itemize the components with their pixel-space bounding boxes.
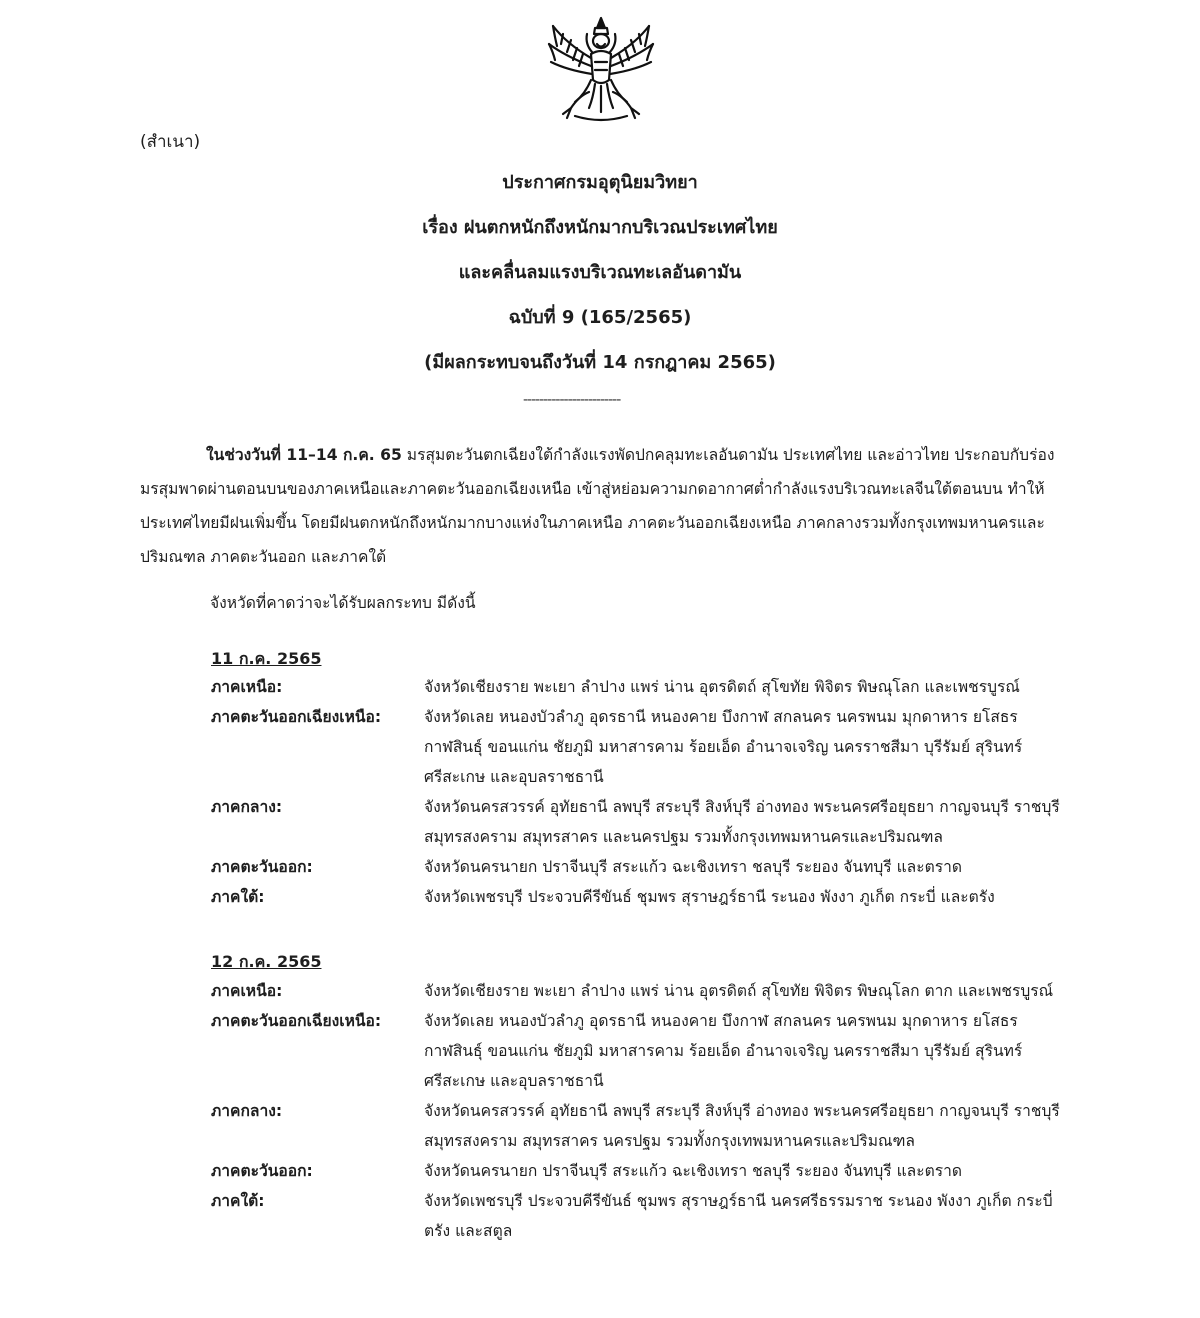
region-provinces: จังหวัดเลย หนองบัวลำภู อุดรธานี หนองคาย บึงกาฬ สกลนคร นครพนม มุกดาหาร ยโสธร กาฬสินธุ์ ขอนแก่น ชัยภูมิ มหาสารคาม ร้อยเอ็ด อำนาจเจริญ นครราชสีมา บุรีรัมย์ สุรินทร์ ศรีสะเกษ และอุบลราชธานี [424,1012,1023,1090]
region-provinces: จังหวัดเพชรบุรี ประจวบคีรีขันธ์ ชุมพร สุราษฎร์ธานี ระนอง พังงา ภูเก็ต กระบี่ และตรัง [424,888,995,906]
date-heading: 11 ก.ค. 2565 [211,649,322,668]
region-provinces: จังหวัดเพชรบุรี ประจวบคีรีขันธ์ ชุมพร สุราษฎร์ธานี นครศรีธรรมราช ระนอง พังงา ภูเก็ต กระบี่ ตรัง และสตูล [424,1192,1053,1240]
region-provinces: จังหวัดนครสวรรค์ อุทัยธานี ลพบุรี สระบุรี สิงห์บุรี อ่างทอง พระนครศรีอยุธยา กาญจนบุรี ราชบุรี สมุทรสงคราม สมุทรสาคร นครปฐม รวมทั้งกรุงเทพมหานครและปริมณฑล [424,1102,1060,1150]
region-row [211,1006,1081,1096]
announcement-title [300,168,900,393]
region-label: ภาคกลาง: [211,1102,283,1120]
region-row [211,1096,1081,1156]
region-row [211,792,1081,852]
region-list [211,976,1081,1246]
intro-lead: ในช่วงวันที่ 11–14 ก.ค. 65 [206,446,402,464]
title-line-2: เรื่อง ฝนตกหนักถึงหนักมากบริเวณประเทศไทย [422,217,778,238]
region-row [211,976,1081,1006]
region-label: ภาคเหนือ: [211,678,283,696]
region-label: ภาคตะวันออกเฉียงเหนือ: [211,708,382,726]
title-line-3: และคลื่นลมแรงบริเวณทะเลอันดามัน [458,262,742,283]
region-list [211,672,1081,912]
region-provinces: จังหวัดเชียงราย พะเยา ลำปาง แพร่ น่าน อุตรดิตถ์ สุโขทัย พิจิตร พิษณุโลก และเพชรบูรณ์ [424,678,1020,696]
region-label: ภาคกลาง: [211,798,283,816]
title-line-4: ฉบับที่ 9 (165/2565) [508,307,692,328]
region-row [211,1186,1081,1246]
title-line-1: ประกาศกรมอุตุนิยมวิทยา [502,172,698,193]
region-provinces: จังหวัดเชียงราย พะเยา ลำปาง แพร่ น่าน อุตรดิตถ์ สุโขทัย พิจิตร พิษณุโลก ตาก และเพชรบูรณ์ [424,982,1054,1000]
region-provinces: จังหวัดนครนายก ปราจีนบุรี สระแก้ว ฉะเชิงเทรา ชลบุรี ระยอง จันทบุรี และตราด [424,1162,962,1180]
region-label: ภาคตะวันออกเฉียงเหนือ: [211,1012,382,1030]
region-row [211,882,1081,912]
region-label: ภาคตะวันออก: [211,858,313,876]
title-line-5: (มีผลกระทบจนถึงวันที่ 14 กรกฎาคม 2565) [424,352,776,373]
region-label: ภาคเหนือ: [211,982,283,1000]
intro-paragraph [140,438,1084,574]
provinces-lead: จังหวัดที่คาดว่าจะได้รับผลกระทบ มีดังนี้ [210,594,476,612]
title-divider: ------------------------ [523,392,621,408]
copy-label: (สำเนา) [140,132,201,152]
region-label: ภาคตะวันออก: [211,1162,313,1180]
region-row [211,702,1081,792]
date-heading: 12 ก.ค. 2565 [211,952,322,971]
region-label: ภาคใต้: [211,888,265,906]
region-row [211,852,1081,882]
region-provinces: จังหวัดนครนายก ปราจีนบุรี สระแก้ว ฉะเชิงเทรา ชลบุรี ระยอง จันทบุรี และตราด [424,858,962,876]
region-row [211,672,1081,702]
region-label: ภาคใต้: [211,1192,265,1210]
intro-body: มรสุมตะวันตกเฉียงใต้กำลังแรงพัดปกคลุมทะเลอันดามัน ประเทศไทย และอ่าวไทย ประกอบกับร่องมรสุมพาดผ่านตอนบนของภาคเหนือและภาคตะวันออกเฉียงเหนือ เข้าสู่หย่อมความกดอากาศต่ำกำลังแรงบริเวณทะเลจีนใต้ตอนบน ทำให้ประเทศไทยมีฝนเพิ่มขึ้น โดยมีฝนตกหนักถึงหนักมากบางแห่งในภาคเหนือ ภาคตะวันออกเฉียงเหนือ ภาคกลางรวมทั้งกรุงเทพมหานครและปริมณฑล ภาคตะวันออก และภาคใต้ [140,446,1055,566]
region-provinces: จังหวัดนครสวรรค์ อุทัยธานี ลพบุรี สระบุรี สิงห์บุรี อ่างทอง พระนครศรีอยุธยา กาญจนบุรี ราชบุรี สมุทรสงคราม สมุทรสาคร และนครปฐม รวมทั้งกรุงเทพมหานครและปริมณฑล [424,798,1060,846]
garuda-emblem-icon [545,14,657,124]
region-provinces: จังหวัดเลย หนองบัวลำภู อุดรธานี หนองคาย บึงกาฬ สกลนคร นครพนม มุกดาหาร ยโสธร กาฬสินธุ์ ขอนแก่น ชัยภูมิ มหาสารคาม ร้อยเอ็ด อำนาจเจริญ นครราชสีมา บุรีรัมย์ สุรินทร์ ศรีสะเกษ และอุบลราชธานี [424,708,1023,786]
region-row [211,1156,1081,1186]
